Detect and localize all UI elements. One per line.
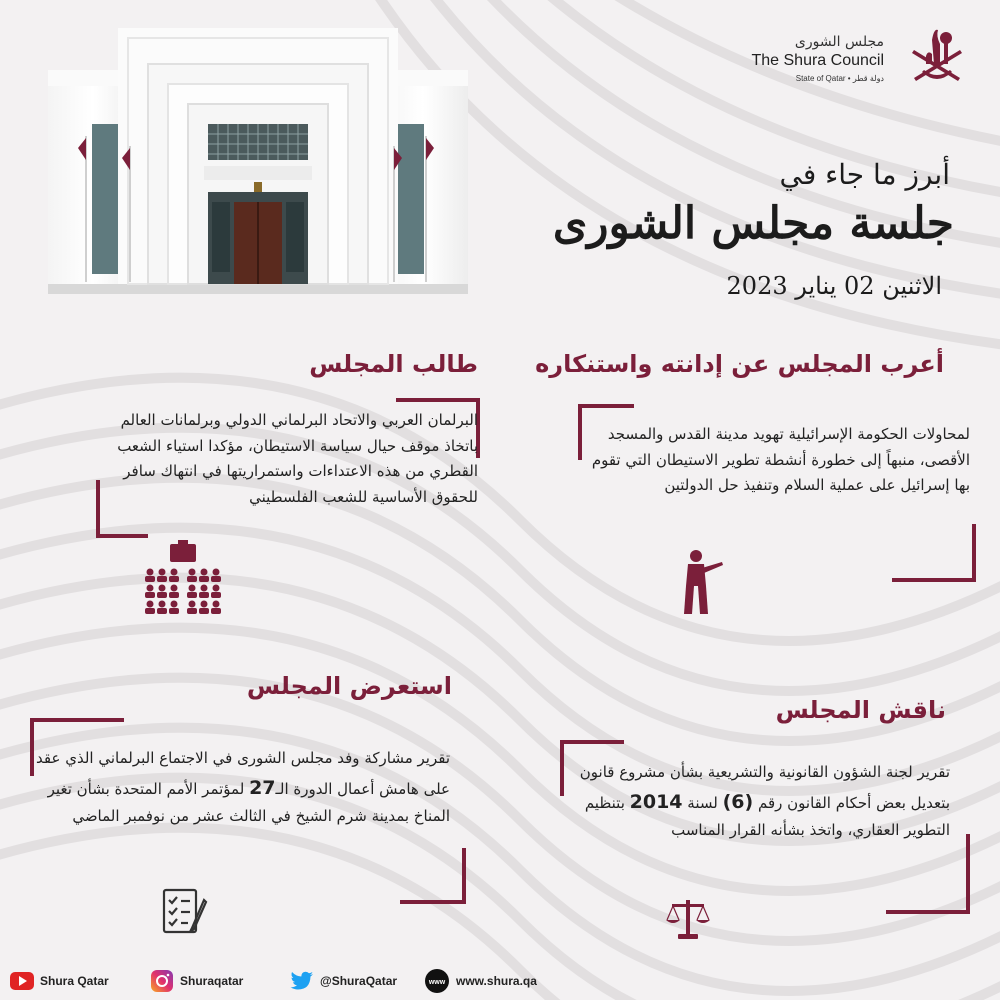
discussed-body-part-3: بتنظيم التطوير العقاري، واتخذ بشأنه القرار المناسب [584,793,950,839]
session-number: 27 [249,776,276,799]
report-icon [160,886,210,936]
youtube-link[interactable] [10,966,109,996]
instagram-handle: Shuraqatar [180,974,244,988]
logo-name-english: The Shura Council [751,52,884,69]
discussed-body-part-2: لسنة [682,793,723,812]
youtube-handle: Shura Qatar [40,974,109,988]
discussed-heading: ناقش المجلس [775,696,946,724]
discussed-body-part-1: تقرير لجنة الشؤون القانونية والتشريعية بشأن مشروع قانون بتعديل بعض أحكام القانون رقم [579,763,950,812]
law-number: (6) [722,790,754,813]
bracket-bottom-right [892,524,976,582]
page-title: جلسة مجلس الشورى [552,198,954,249]
soldier-icon [668,546,724,616]
reviewed-body-part-2: لمؤتمر الأمم المتحدة بشأن تغير المناخ بمدينة شرم الشيخ في الثالث عشر من نوفمبر الماضي [47,779,450,825]
law-year: 2014 [629,790,683,813]
twitter-icon [290,971,314,991]
twitter-handle: @ShuraQatar [320,974,398,988]
website-link[interactable] [424,966,537,996]
youtube-icon [10,972,34,990]
svg-text:www: www [428,979,446,986]
shura-council-logo [732,20,972,90]
parliament-icon [144,540,222,616]
bracket-bottom-right-2 [886,834,970,914]
demanded-heading: طالب المجلس [309,350,478,378]
globe-icon [424,968,450,994]
discussed-body [570,760,950,843]
title-line-1: أبرز ما جاء في [779,158,950,191]
reviewed-body-part-1: تقرير مشاركة وفد مجلس الشورى في الاجتماع البرلماني الذي عقد على هامش أعمال الدورة الـ [36,749,450,798]
shura-building-image [48,24,468,294]
twitter-link[interactable] [290,966,397,996]
website-url: www.shura.qa [456,974,537,988]
emblem-icon [902,20,972,90]
logo-state: State of Qatar • دولة قطر [795,74,884,83]
reviewed-body [30,746,450,829]
instagram-icon [150,969,174,993]
scales-icon [664,896,712,942]
bracket-bottom-right-3 [400,848,466,904]
condemnation-body: لمحاولات الحكومة الإسرائيلية تهويد مدينة القدس والمسجد الأقصى، منبهاً إلى خطورة أنشطة تطوير الاستيطان التي تقوم بها إسرائيل على عملية السلام وتنفيذ حل الدولتين [591,425,970,494]
logo-name-arabic: مجلس الشورى [794,34,884,50]
instagram-link[interactable] [150,966,243,996]
condemnation-heading: أعرب المجلس عن إدانته واستنكاره [535,350,944,378]
demanded-body: البرلمان العربي والاتحاد البرلماني الدولي وبرلمانات العالم باتخاذ موقف حيال سياسة الاستيطان، مؤكدا استياء الشعب القطري من هذه الاعتداءات واستمراريتها في انتهاك سافر للحقوق الأساسية للشعب الفلسطيني [117,411,478,506]
reviewed-heading: استعرض المجلس [246,672,452,700]
session-date: الاثنين 02 يناير 2023 [726,272,942,300]
